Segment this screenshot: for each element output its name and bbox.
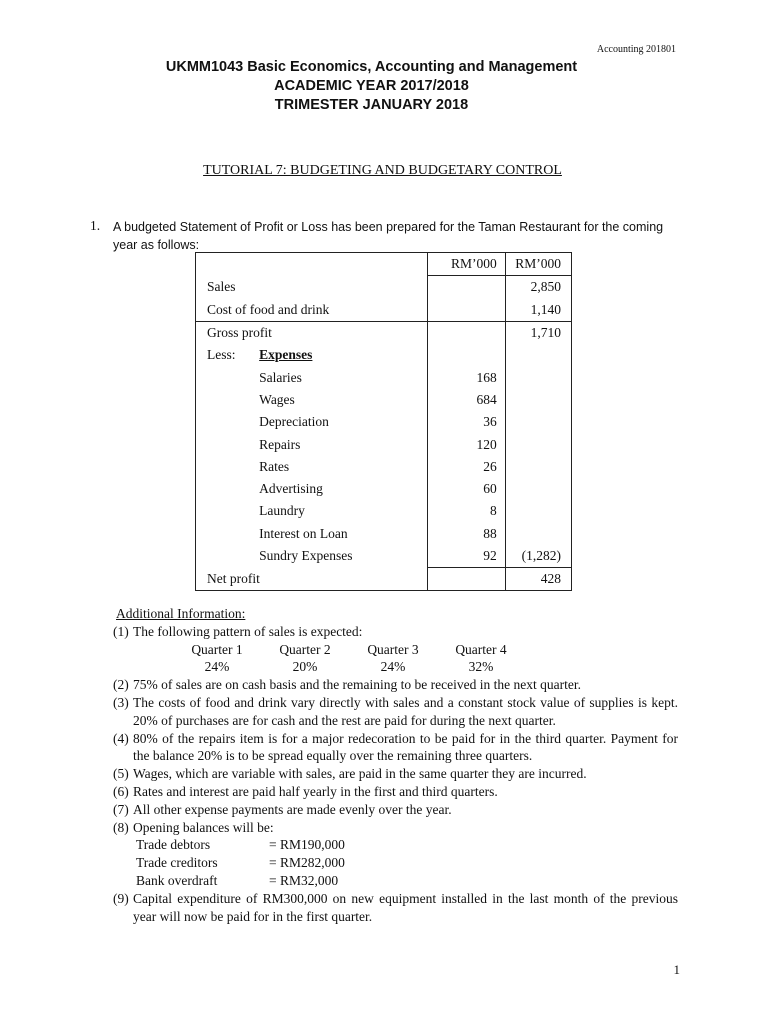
opening-balance: [116, 854, 678, 872]
expense-label: Laundry: [259, 503, 305, 519]
row-label: Sales: [207, 279, 236, 295]
course-title: UKMM1043 Basic Economics, Accounting and Management: [165, 59, 578, 75]
info-item-text: Capital expenditure of RM300,000 on new equipment installed in the last month of the previous year will now be paid for in the first quarter.: [133, 890, 678, 924]
info-item-text: The costs of food and drink vary directly with sales and a constant stock value of supplies is kept. 20% of purchases are for cash and the rest are paid for during the next quarter.: [133, 694, 678, 728]
row-label: Gross profit: [196, 321, 428, 344]
additional-information: [113, 605, 678, 925]
info-item: [113, 819, 678, 837]
expense-label: Depreciation: [259, 414, 329, 430]
course-title-block: [0, 58, 768, 115]
expense-amount: 92: [428, 545, 505, 568]
info-item-number: (3): [113, 694, 129, 710]
quarter-percentage: 24%: [380, 659, 406, 675]
expense-amount: 60: [428, 478, 505, 500]
info-item-text: 80% of the repairs item is for a major redecoration to be paid for in the third quarter. Payment for the balance 20% is to be spread equally over the remaining three quarters.: [133, 730, 678, 764]
info-item: [113, 765, 678, 783]
balance-value: = RM32,000: [269, 872, 339, 888]
expense-label: Advertising: [259, 481, 323, 497]
quarter-label: Quarter 4: [455, 641, 507, 657]
expense-amount: 8: [428, 500, 505, 522]
row-total: 428: [505, 568, 571, 591]
expenses-heading: Expenses: [259, 347, 313, 363]
info-item-number: (5): [113, 766, 129, 782]
expense-label: Rates: [259, 458, 290, 474]
info-item: [113, 623, 678, 641]
table-row: [196, 366, 572, 388]
quarter-percentage: 24%: [204, 659, 230, 675]
balance-name: Bank overdraft: [136, 872, 218, 888]
info-item: [113, 676, 678, 694]
table-row: [196, 456, 572, 478]
expense-label: Salaries: [259, 369, 302, 385]
quarter-label: Quarter 1: [191, 641, 243, 657]
info-item: [113, 783, 678, 801]
row-total: 2,850: [505, 276, 571, 299]
info-item-text: Wages, which are variable with sales, are paid in the same quarter they are incurred.: [133, 766, 587, 782]
table-row: [196, 523, 572, 545]
quarter-labels: [116, 641, 678, 659]
row-label: Less:: [207, 347, 236, 363]
col-header-rm-2: RM’000: [505, 253, 571, 276]
question-text: A budgeted Statement of Profit or Loss has been prepared for the Taman Restaurant for the coming year as follows:: [113, 220, 664, 252]
row-label: Cost of food and drink: [207, 301, 330, 317]
question-number: 1.: [90, 218, 101, 233]
header-row: [196, 253, 572, 276]
quarter-label: Quarter 3: [367, 641, 419, 657]
page-number: 1: [673, 962, 680, 977]
expense-amount: 88: [428, 523, 505, 545]
quarter-label: Quarter 2: [279, 641, 331, 657]
row-total: 1,140: [505, 299, 571, 322]
opening-balance: [116, 872, 678, 890]
document-reference: Accounting 201801: [596, 44, 676, 55]
expense-label: Repairs: [259, 436, 301, 452]
info-item-number: (2): [113, 677, 129, 693]
info-item-text: Opening balances will be:: [133, 819, 274, 835]
table-row: [196, 389, 572, 411]
table-row: [196, 344, 572, 366]
info-item: [113, 730, 678, 766]
table-row: [196, 321, 572, 344]
trimester: TRIMESTER JANUARY 2018: [274, 97, 469, 113]
expense-amount: 36: [428, 411, 505, 433]
balance-name: Trade debtors: [136, 837, 211, 853]
info-item: [113, 890, 678, 926]
balance-name: Trade creditors: [136, 855, 218, 871]
info-item-text: Rates and interest are paid half yearly in the first and third quarters.: [133, 783, 498, 799]
table-row: [196, 568, 572, 591]
profit-loss-statement: [195, 252, 572, 591]
info-item-text: The following pattern of sales is expected:: [133, 623, 363, 639]
expense-amount: 26: [428, 456, 505, 478]
opening-balance: [116, 836, 678, 854]
info-item: [113, 694, 678, 730]
expense-amount: 684: [428, 389, 505, 411]
balance-value: = RM282,000: [269, 855, 345, 871]
table-row: [196, 411, 572, 433]
table-row: [196, 276, 572, 299]
table-row: [196, 478, 572, 500]
tutorial-title-text: TUTORIAL 7: BUDGETING AND BUDGETARY CONTROL: [203, 163, 562, 178]
info-item-number: (7): [113, 801, 129, 817]
row-total: (1,282): [505, 545, 571, 568]
balance-value: = RM190,000: [269, 837, 345, 853]
info-item-number: (8): [113, 819, 129, 835]
row-total: 1,710: [505, 321, 571, 344]
table-row: [196, 545, 572, 568]
quarter-percentage: 32%: [468, 659, 494, 675]
table-row: [196, 433, 572, 455]
info-item-number: (6): [113, 783, 129, 799]
table-row: [196, 500, 572, 522]
tutorial-title: [0, 163, 768, 179]
info-item-number: (9): [113, 890, 129, 906]
expense-amount: 120: [428, 433, 505, 455]
table-row: [196, 299, 572, 322]
info-item-number: (1): [113, 623, 129, 639]
expense-label: Interest on Loan: [259, 525, 348, 541]
col-header-rm-1: RM’000: [428, 253, 505, 276]
info-item-text: 75% of sales are on cash basis and the remaining to be received in the next quarter.: [133, 677, 581, 693]
expense-label: Sundry Expenses: [259, 548, 353, 564]
quarter-percentage: 20%: [292, 659, 318, 675]
info-item-text: All other expense payments are made evenly over the year.: [133, 801, 452, 817]
academic-year: ACADEMIC YEAR 2017/2018: [274, 78, 469, 94]
row-label: Net profit: [207, 571, 260, 587]
info-item-number: (4): [113, 730, 129, 746]
info-item: [113, 801, 678, 819]
additional-heading: Additional Information:: [116, 606, 246, 621]
expense-amount: 168: [428, 366, 505, 388]
quarter-percentages: [116, 658, 678, 676]
expense-label: Wages: [259, 391, 295, 407]
